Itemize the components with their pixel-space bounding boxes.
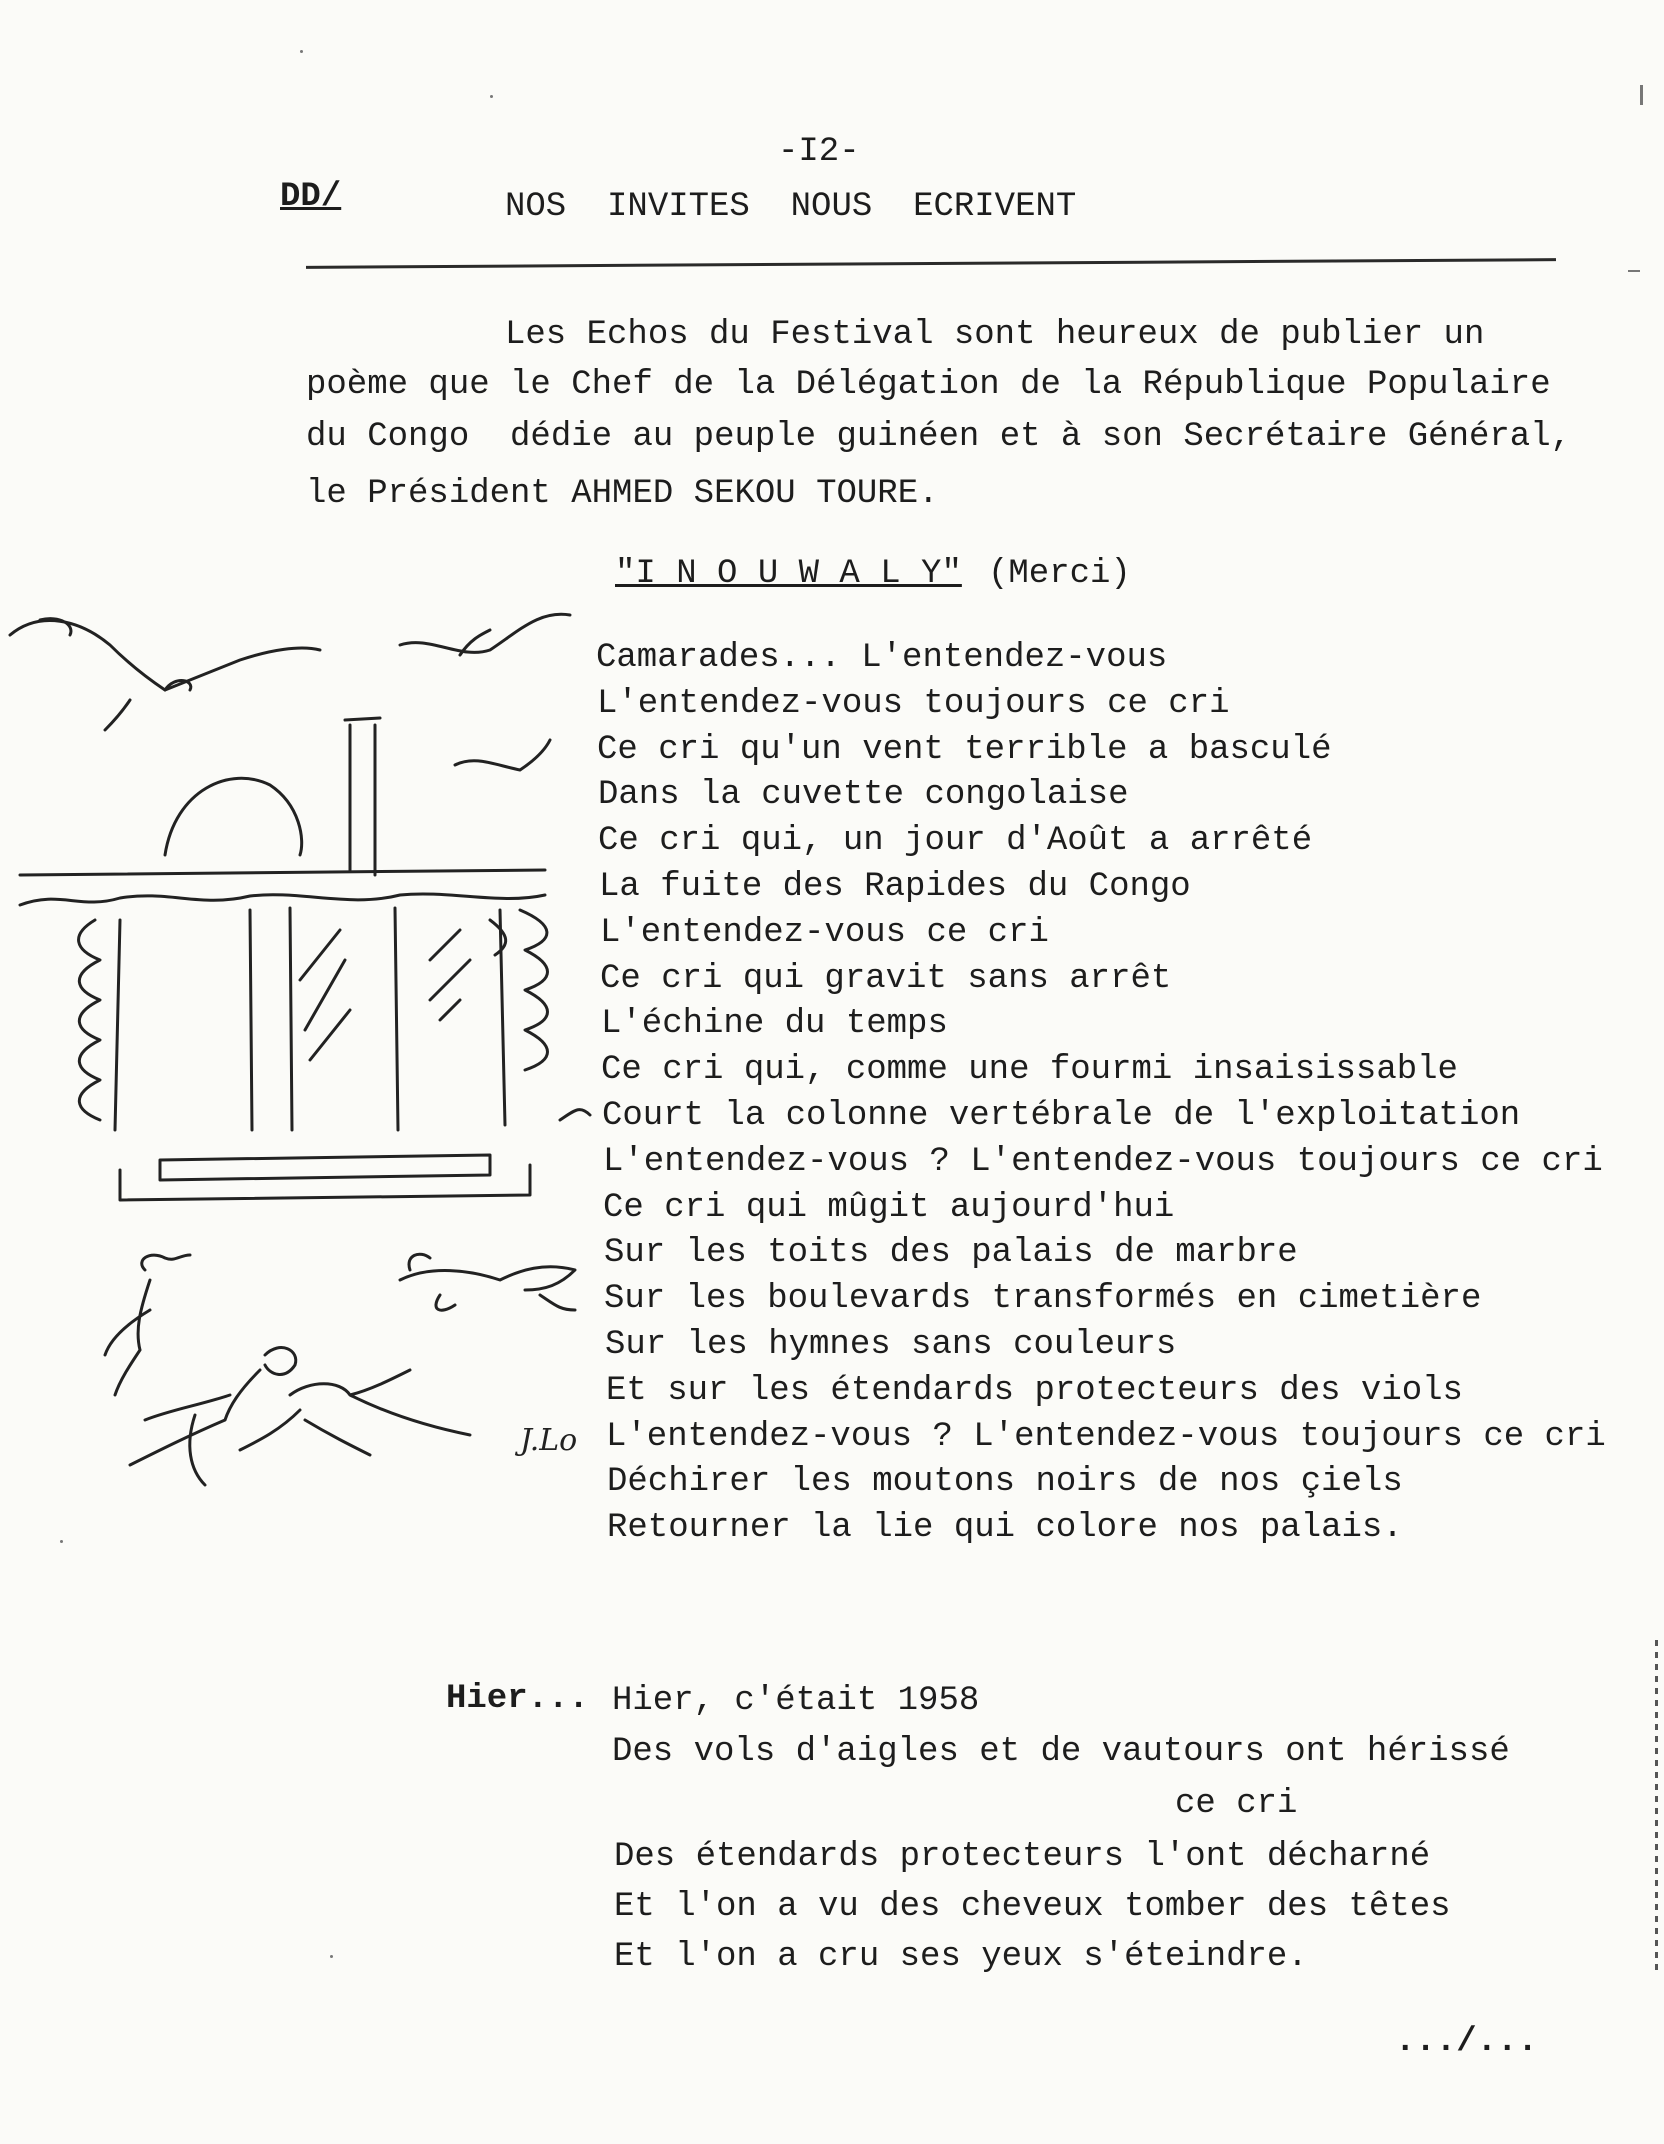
poem-line: La fuite des Rapides du Congo bbox=[599, 868, 1191, 906]
intro-line: Les Echos du Festival sont heureux de publier un bbox=[505, 316, 1485, 354]
page-number: -I2- bbox=[778, 133, 860, 171]
poem-line: Ce cri qui gravit sans arrêt bbox=[600, 960, 1172, 998]
artist-signature: J.Lo bbox=[520, 1423, 578, 1458]
poem-line: L'entendez-vous toujours ce cri bbox=[597, 685, 1230, 723]
bird-drawing bbox=[10, 621, 320, 690]
page-title: NOS INVITES NOUS ECRIVENT bbox=[505, 188, 1077, 226]
poem-line: L'entendez-vous ? L'entendez-vous toujours ce cri bbox=[603, 1143, 1603, 1181]
chimney-drawing bbox=[345, 718, 380, 875]
dome-drawing bbox=[165, 778, 302, 855]
figure-drawing bbox=[142, 1255, 190, 1270]
intro-line: le Président AHMED SEKOU TOURE. bbox=[306, 475, 939, 513]
continuation-mark: .../... bbox=[1395, 2023, 1538, 2061]
poem-line: Et l'on a cru ses yeux s'éteindre. bbox=[614, 1938, 1308, 1976]
poem-line: Court la colonne vertébrale de l'exploitation bbox=[602, 1097, 1521, 1135]
poem-line: Ce cri qui mûgit aujourd'hui bbox=[603, 1189, 1175, 1227]
intro-line: poème que le Chef de la Délégation de la République Populaire bbox=[306, 366, 1551, 404]
figure-drawing bbox=[265, 1348, 296, 1375]
column-drawing bbox=[79, 920, 100, 1120]
poem-line: Dans la cuvette congolaise bbox=[598, 776, 1129, 814]
poem-line: Déchirer les moutons noirs de nos çiels bbox=[607, 1463, 1403, 1501]
sketch-illustration bbox=[0, 590, 600, 1490]
sill-drawing bbox=[160, 1155, 490, 1180]
intro-line: du Congo dédie au peuple guinéen et à son Secrétaire Général, bbox=[306, 418, 1572, 456]
poem-line: Sur les toits des palais de marbre bbox=[604, 1234, 1298, 1272]
scan-edge-marks bbox=[1655, 1640, 1658, 1970]
poem-line: Retourner la lie qui colore nos palais. bbox=[607, 1509, 1403, 1547]
poem-line: Camarades... L'entendez-vous bbox=[596, 639, 1168, 677]
poem-line: Ce cri qu'un vent terrible a basculé bbox=[597, 731, 1332, 769]
poem-line: Hier, c'était 1958 bbox=[612, 1682, 980, 1720]
poem-title: "I N O U W A L Y" bbox=[615, 555, 962, 593]
poem-line: Et l'on a vu des cheveux tomber des têtes bbox=[614, 1888, 1451, 1926]
poem-line: Des étendards protecteurs l'ont décharné bbox=[614, 1838, 1431, 1876]
poem-line: L'entendez-vous ce cri bbox=[600, 914, 1049, 952]
header-code: DD/ bbox=[280, 178, 342, 216]
poem-line: Et sur les étendards protecteurs des viols bbox=[606, 1372, 1463, 1410]
bird-drawing bbox=[455, 740, 550, 770]
poem-line: ce cri bbox=[1175, 1785, 1298, 1823]
header-rule bbox=[306, 258, 1556, 269]
dog-drawing bbox=[400, 1267, 575, 1310]
poem-line: Sur les boulevards transformés en cimetière bbox=[604, 1280, 1482, 1318]
poem-line: L'échine du temps bbox=[601, 1005, 948, 1043]
stanza-label: Hier... bbox=[446, 1680, 589, 1718]
poem-line: L'entendez-vous ? L'entendez-vous toujours ce cri bbox=[606, 1418, 1606, 1456]
poem-subtitle: (Merci) bbox=[988, 555, 1131, 593]
poem-line: Ce cri qui, comme une fourmi insaisissable bbox=[601, 1051, 1458, 1089]
figure-drawing bbox=[240, 1370, 470, 1450]
poem-line: Sur les hymnes sans couleurs bbox=[605, 1326, 1177, 1364]
poem-line: Des vols d'aigles et de vautours ont hérissé bbox=[612, 1733, 1510, 1771]
poem-line: Ce cri qui, un jour d'Août a arrêté bbox=[598, 822, 1313, 860]
